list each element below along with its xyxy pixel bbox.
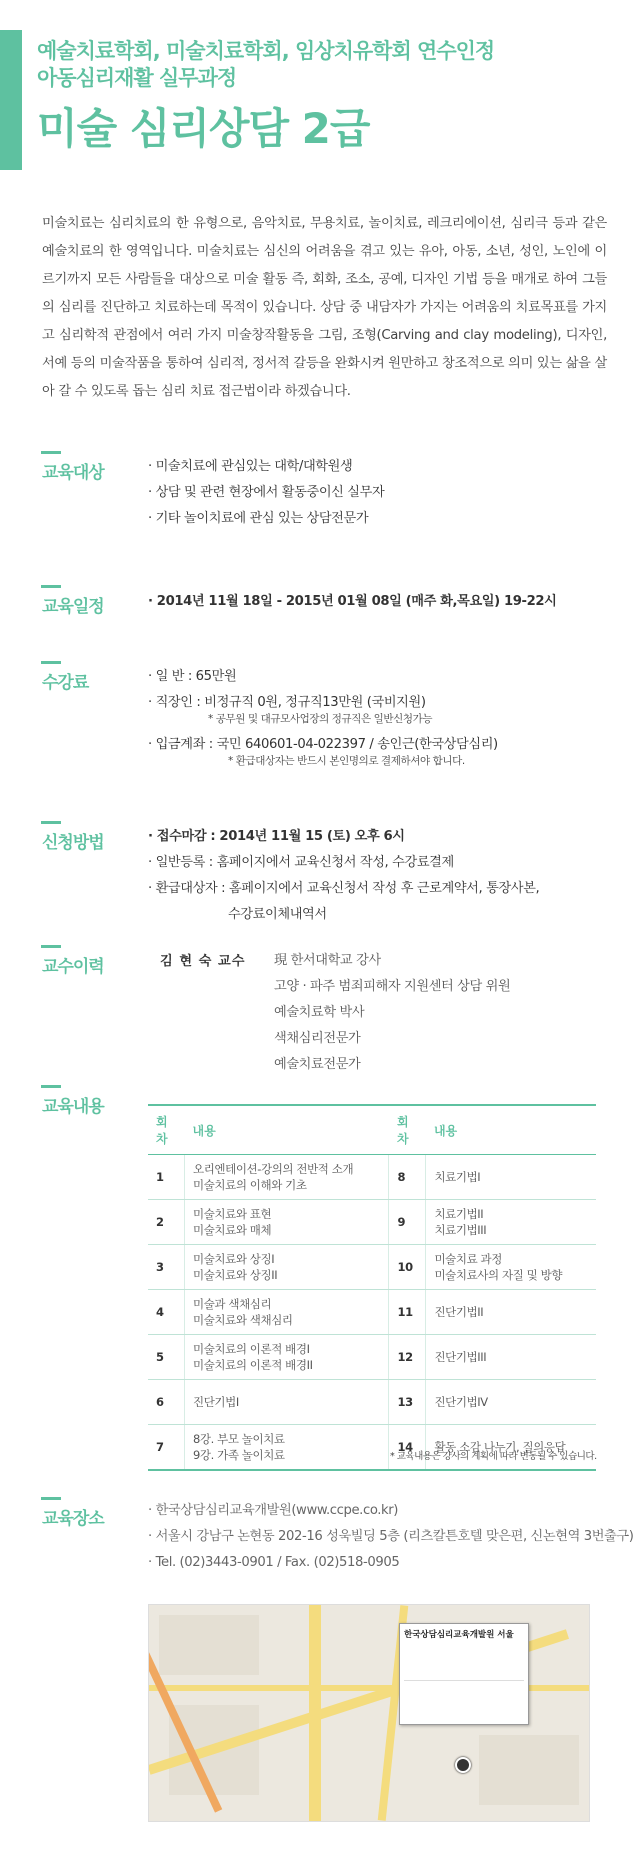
curriculum-content-line: 치료기법III xyxy=(434,1223,487,1237)
curriculum-content-line: 미술치료와 매체 xyxy=(193,1223,272,1237)
fee-account: · 입금계좌 : 국민 640601-04-022397 / 송인근(한국상담심리) xyxy=(148,737,498,752)
section-label-schedule: 교육일정 xyxy=(42,592,104,617)
curriculum-session-no: 5 xyxy=(148,1335,185,1380)
intro-paragraph: 미술치료는 심리치료의 한 유형으로, 음악치료, 무용치료, 놀이치료, 레크리에이션, 심리극 등과 같은 예술치료의 한 영역입니다. 미술치료는 심신의 어려움을 겪고 있는 유아, 아동, 소년, 성인, 노인에 이르기까지 모든 사람들을 대상으로 미술 활동 즉, 회화, 조소, 공예, 디자인 기법 등을 매개로 하여 그들의 심리를 진단하고 치료하는데 목적이 있습니다. 상담 중 내담자가 가지는 어려움의 치료목표를 가지고 심리학적 관점에서 여러 가지 미술창작활동을 그림, 조형(Carving and clay modeling), 디자인, 서예 등의 미술작품을 통하여 심리적, 정서적 갈등을 완화시켜 원만하고 창조적으로 의미 있는 삶을 살아 갈 수 있도록 돕는 심리 치료 접근법이라 하겠습니다. xyxy=(42,216,607,399)
curriculum-content-line: 8강. 부모 놀이치료 xyxy=(193,1432,285,1446)
curriculum-content-line: 진단기법III xyxy=(434,1350,487,1364)
curriculum-session-no: 3 xyxy=(148,1245,185,1290)
curriculum-content-cell xyxy=(426,1155,596,1200)
map-location-pin-icon xyxy=(455,1757,471,1773)
history-item: 색채심리전문가 xyxy=(274,1031,361,1046)
curriculum-content-cell xyxy=(185,1425,389,1471)
curriculum-content-line: 오리엔테이션-강의의 전반적 소개 xyxy=(193,1162,354,1176)
location-list xyxy=(148,1498,633,1576)
curriculum-content-cell xyxy=(185,1335,389,1380)
target-list xyxy=(148,454,384,532)
curriculum-row xyxy=(148,1335,596,1380)
curriculum-session-no: 9 xyxy=(389,1200,426,1245)
curriculum-table xyxy=(148,1104,596,1471)
section-label-apply: 신청방법 xyxy=(42,828,104,853)
curriculum-content-line: 미술치료의 이론적 배경I xyxy=(193,1342,310,1356)
curriculum-content-line: 미술치료와 상징I xyxy=(193,1252,275,1266)
curriculum-content-line: 미술과 색채심리 xyxy=(193,1297,272,1311)
curriculum-session-no: 13 xyxy=(389,1380,426,1425)
target-item: · 미술치료에 관심있는 대학/대학원생 xyxy=(148,459,353,474)
curriculum-content-line: 미술치료와 색채심리 xyxy=(193,1313,293,1327)
curriculum-content-line: 진단기법II xyxy=(434,1305,484,1319)
curriculum-content-cell xyxy=(185,1200,389,1245)
history-item: 現 한서대학교 강사 xyxy=(274,953,381,968)
curriculum-session-no: 6 xyxy=(148,1380,185,1425)
schedule-text: · 2014년 11월 18일 - 2015년 01월 08일 (매주 화,목요일) 19-22시 xyxy=(148,594,557,609)
curriculum-session-no: 10 xyxy=(389,1245,426,1290)
header-line2: 아동심리재활 실무과정 xyxy=(37,66,237,90)
location-map[interactable] xyxy=(148,1604,590,1822)
location-item: · Tel. (02)3443-0901 / Fax. (02)518-0905 xyxy=(148,1555,400,1570)
curriculum-session-no: 2 xyxy=(148,1200,185,1245)
curriculum-content-line: 미술치료의 이론적 배경II xyxy=(193,1358,313,1372)
curriculum-row xyxy=(148,1290,596,1335)
map-block xyxy=(479,1735,579,1805)
curriculum-content-line: 진단기법IV xyxy=(434,1395,488,1409)
apply-block xyxy=(148,824,539,928)
curriculum-content-cell xyxy=(426,1290,596,1335)
location-item: · 서울시 강남구 논현동 202-16 성욱빌딩 5층 (리츠칼튼호텔 맞은편, 신논현역 3번출구) xyxy=(148,1529,634,1544)
apply-refund-cont: 수강료이체내역서 xyxy=(228,907,327,922)
map-block xyxy=(159,1615,259,1675)
history-item: 예술치료전문가 xyxy=(274,1057,361,1072)
fee-employee-note: * 공무원 및 대규모사업장의 정규직은 일반신청가능 xyxy=(208,713,433,725)
curriculum-content-line: 미술치료와 상징II xyxy=(193,1268,278,1282)
curriculum-row xyxy=(148,1200,596,1245)
curriculum-content-line: 9강. 가족 놀이치료 xyxy=(193,1448,285,1462)
curriculum-session-no: 14 xyxy=(389,1425,426,1471)
header-no: 회차 xyxy=(389,1105,426,1155)
fee-general: · 일 반 : 65만원 xyxy=(148,669,237,684)
curriculum-content-cell xyxy=(426,1335,596,1380)
curriculum-row xyxy=(148,1380,596,1425)
section-label-instructor: 교수이력 xyxy=(42,952,104,977)
apply-refund: · 환급대상자 : 홈페이지에서 교육신청서 작성 후 근로계약서, 통장사본, xyxy=(148,881,540,896)
section-label-target: 교육대상 xyxy=(42,458,104,483)
apply-general: · 일반등록 : 홈페이지에서 교육신청서 작성, 수강료결제 xyxy=(148,855,454,870)
location-item: · 한국상담심리교육개발원(www.ccpe.co.kr) xyxy=(148,1503,399,1518)
curriculum-content-cell xyxy=(185,1380,389,1425)
curriculum-content-cell xyxy=(426,1245,596,1290)
curriculum-session-no: 7 xyxy=(148,1425,185,1471)
curriculum-content-cell xyxy=(426,1200,596,1245)
target-item: · 상담 및 관련 현장에서 활동중이신 실무자 xyxy=(148,485,385,500)
curriculum-content-cell xyxy=(185,1155,389,1200)
curriculum-row xyxy=(148,1155,596,1200)
curriculum-session-no: 12 xyxy=(389,1335,426,1380)
section-label-fee: 수강료 xyxy=(42,668,88,693)
curriculum-note: * 교육내용은 강사의 계획에 따라 변동될 수 있습니다. xyxy=(390,1451,597,1462)
fee-block xyxy=(148,664,498,768)
instructor-name: 김 현 숙 교수 xyxy=(160,954,246,969)
curriculum-content-line: 미술치료와 표현 xyxy=(193,1207,272,1221)
header-no: 회차 xyxy=(148,1105,185,1155)
curriculum-header-row xyxy=(148,1105,596,1155)
curriculum-content-cell xyxy=(185,1290,389,1335)
curriculum-content-cell xyxy=(426,1380,596,1425)
curriculum-content-line: 미술치료 과정 xyxy=(434,1252,502,1266)
map-popup-divider xyxy=(404,1680,524,1681)
map-popup-title: 한국상담심리교육개발원 서울 xyxy=(404,1630,514,1640)
instructor-history xyxy=(274,948,510,1078)
curriculum-content-line: 미술치료사의 자질 및 방향 xyxy=(434,1268,563,1282)
curriculum-content-cell xyxy=(185,1245,389,1290)
map-road xyxy=(309,1605,321,1821)
curriculum-content-line: 치료기법II xyxy=(434,1207,484,1221)
curriculum-session-no: 4 xyxy=(148,1290,185,1335)
curriculum-content-line: 진단기법I xyxy=(193,1395,239,1409)
apply-deadline: · 접수마감 : 2014년 11월 15 (토) 오후 6시 xyxy=(148,829,405,844)
curriculum-content-line: 활동 소감 나누기, 질의응답 xyxy=(434,1440,566,1454)
history-item: 고양 · 파주 범죄피해자 지원센터 상담 위원 xyxy=(274,979,511,994)
fee-employee: · 직장인 : 비정규직 0원, 정규직13만원 (국비지원) xyxy=(148,695,426,710)
header-content: 내용 xyxy=(426,1105,596,1155)
curriculum-content-line: 미술치료의 이해와 기초 xyxy=(193,1178,307,1192)
fee-account-note: * 환급대상자는 반드시 본인명의로 결제하셔야 합니다. xyxy=(228,755,465,767)
header-line1: 예술치료학회, 미술치료학회, 임상치유학회 연수인정 xyxy=(37,39,495,63)
curriculum-session-no: 11 xyxy=(389,1290,426,1335)
header-accent-bar xyxy=(0,30,22,170)
curriculum-session-no: 1 xyxy=(148,1155,185,1200)
curriculum-session-no: 8 xyxy=(389,1155,426,1200)
page-header xyxy=(37,38,494,156)
header-content: 내용 xyxy=(185,1105,389,1155)
curriculum-content-line: 치료기법I xyxy=(434,1170,481,1184)
history-item: 예술치료학 박사 xyxy=(274,1005,365,1020)
page-title: 미술 심리상담 2급 xyxy=(37,104,370,153)
target-item: · 기타 놀이치료에 관심 있는 상담전문가 xyxy=(148,511,369,526)
map-popup xyxy=(399,1623,529,1725)
section-label-location: 교육장소 xyxy=(42,1504,104,1529)
section-label-curriculum: 교육내용 xyxy=(42,1092,104,1117)
curriculum-row xyxy=(148,1245,596,1290)
